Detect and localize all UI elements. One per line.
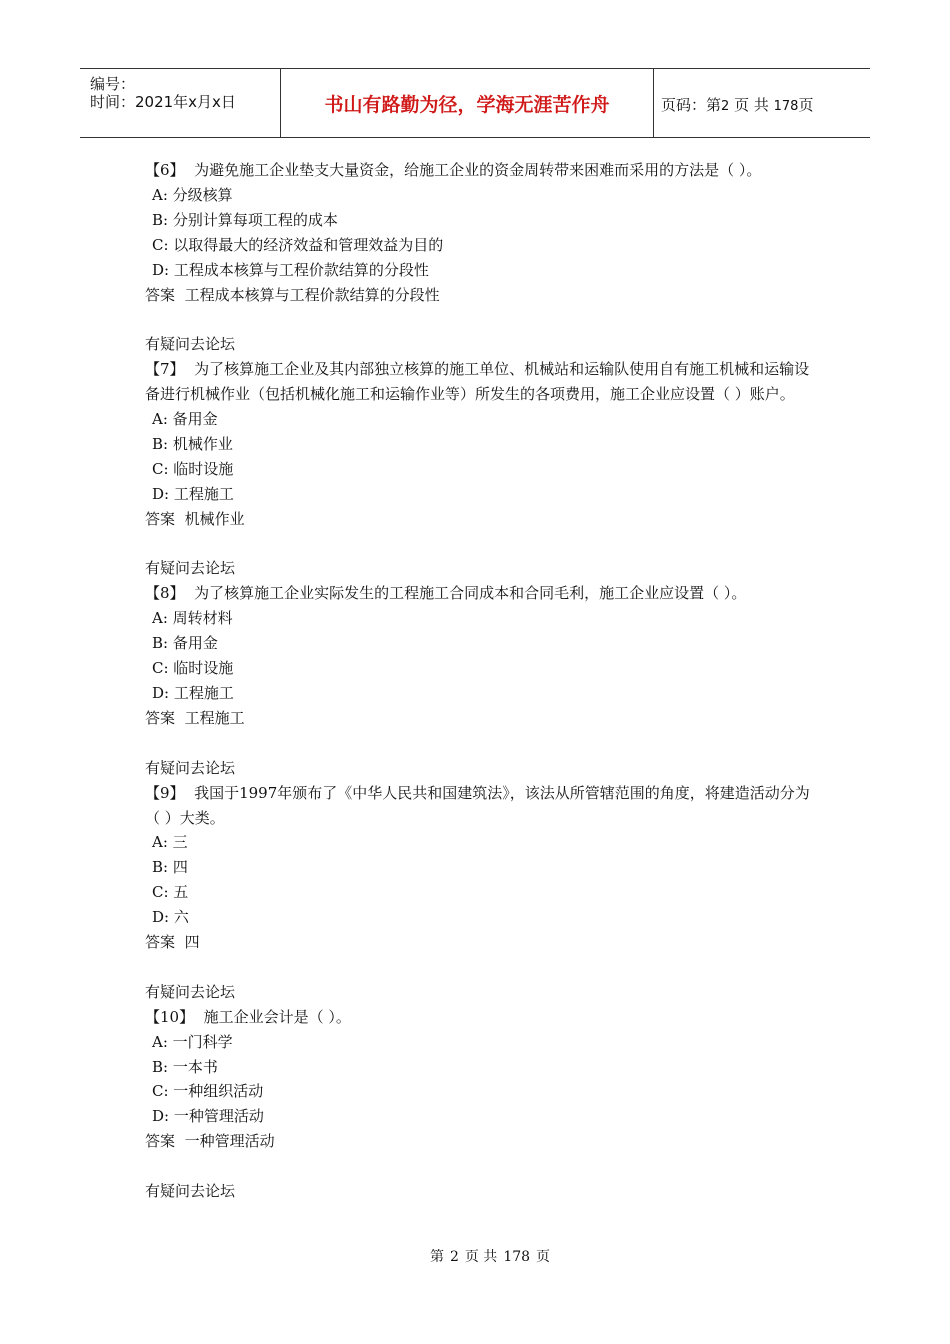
answer-label: 答案 xyxy=(145,708,176,727)
answer-line xyxy=(145,930,815,955)
question-block xyxy=(145,781,815,1005)
spacer xyxy=(145,731,815,756)
page-footer xyxy=(0,1246,950,1266)
spacer xyxy=(145,532,815,557)
question-text: 为了核算施工企业实际发生的工程施工合同成本和合同毛利，施工企业应设置（ ）。 xyxy=(194,584,747,603)
question-block xyxy=(145,581,815,780)
option-item: A: 周转材料 xyxy=(152,609,233,628)
question-number: 【8】 xyxy=(145,584,185,603)
question-text: 施工企业会计是（ ）。 xyxy=(203,1007,351,1026)
option-item: A: 分级核算 xyxy=(152,185,233,204)
answer-line xyxy=(145,1129,815,1154)
time-label: 时间：2021年x月x日 xyxy=(90,93,236,111)
option-item: B: 备用金 xyxy=(152,634,218,653)
page-indicator xyxy=(661,94,813,115)
question-stem xyxy=(145,357,815,407)
option-item: A: 备用金 xyxy=(152,410,218,429)
header-motto-cell xyxy=(280,69,654,137)
question-text: 我国于1997年颁布了《中华人民共和国建筑法》，该法从所管辖范围的角度，将建造活动分为（ ）大类。 xyxy=(145,783,810,827)
forum-link[interactable]: 有疑问去论坛 xyxy=(145,335,236,354)
forum-link[interactable]: 有疑问去论坛 xyxy=(145,1182,236,1201)
option-item: C: 临时设施 xyxy=(152,459,234,478)
page-total: 178 xyxy=(773,99,799,114)
footer-prefix: 第 xyxy=(429,1249,444,1265)
answer-text: 机械作业 xyxy=(184,509,245,528)
answer-text: 四 xyxy=(184,933,200,952)
question-stem xyxy=(145,581,815,606)
question-list xyxy=(145,158,815,1204)
option-item: C: 一种组织活动 xyxy=(152,1082,264,1101)
page-suffix: 页 xyxy=(798,96,814,114)
footer-current: 2 xyxy=(449,1249,459,1265)
answer-text: 工程成本核算与工程价款结算的分段性 xyxy=(184,285,440,304)
option-item: D: 一种管理活动 xyxy=(152,1107,264,1126)
option-item: B: 四 xyxy=(152,858,188,877)
number-label: 编号： xyxy=(90,75,136,93)
page-label: 页码：第 xyxy=(661,96,722,114)
option-item: A: 一门科学 xyxy=(152,1032,233,1051)
forum-link[interactable]: 有疑问去论坛 xyxy=(145,559,236,578)
option-item: D: 工程成本核算与工程价款结算的分段性 xyxy=(152,260,429,279)
footer-suffix: 页 xyxy=(536,1249,551,1265)
question-stem xyxy=(145,1005,815,1030)
spacer xyxy=(145,307,815,332)
option-item: C: 五 xyxy=(152,883,189,902)
answer-line xyxy=(145,507,815,532)
question-block xyxy=(145,1005,815,1204)
question-text: 为避免施工企业垫支大量资金，给施工企业的资金周转带来困难而采用的方法是（ ）。 xyxy=(194,161,762,179)
answer-text: 工程施工 xyxy=(184,708,245,727)
option-item: B: 机械作业 xyxy=(152,434,233,453)
forum-link[interactable]: 有疑问去论坛 xyxy=(145,982,236,1001)
answer-label: 答案 xyxy=(145,933,176,952)
answer-text: 一种管理活动 xyxy=(184,1132,275,1151)
option-item: A: 三 xyxy=(152,833,188,852)
spacer xyxy=(145,1154,815,1179)
header-page-cell xyxy=(653,69,870,137)
question-number: 【7】 xyxy=(145,360,185,379)
option-item: D: 六 xyxy=(152,908,189,927)
question-stem xyxy=(145,781,815,831)
page-mid: 页 共 xyxy=(734,96,769,114)
option-item: C: 临时设施 xyxy=(152,659,234,678)
page-current: 2 xyxy=(721,99,730,114)
question-number: 【10】 xyxy=(145,1007,195,1026)
question-stem xyxy=(145,158,815,183)
option-item: B: 分别计算每项工程的成本 xyxy=(152,210,338,229)
footer-mid: 页 共 xyxy=(464,1249,498,1265)
answer-label: 答案 xyxy=(145,285,176,304)
option-item: C: 以取得最大的经济效益和管理效益为目的 xyxy=(152,235,444,254)
question-block xyxy=(145,158,815,357)
answer-label: 答案 xyxy=(145,1132,176,1151)
question-block xyxy=(145,357,815,581)
question-number: 【6】 xyxy=(145,161,185,179)
option-item: D: 工程施工 xyxy=(152,684,234,702)
question-number: 【9】 xyxy=(145,783,185,802)
document-header xyxy=(80,68,870,138)
header-meta-cell xyxy=(80,69,280,137)
option-item: D: 工程施工 xyxy=(152,484,234,503)
option-item: B: 一本书 xyxy=(152,1057,218,1076)
answer-line xyxy=(145,283,815,308)
answer-label: 答案 xyxy=(145,509,176,528)
answer-line xyxy=(145,706,815,731)
motto-text: 书山有路勤为径，学海无涯苦作舟 xyxy=(324,94,610,116)
question-text: 为了核算施工企业及其内部独立核算的施工单位、机械站和运输队使用自有施工机械和运输设备进行机械作业（包括机械化施工和运输作业等）所发生的各项费用，施工企业应设置（ ）账户。 xyxy=(145,360,810,404)
forum-link[interactable]: 有疑问去论坛 xyxy=(145,758,236,777)
footer-total: 178 xyxy=(503,1249,531,1265)
spacer xyxy=(145,955,815,980)
